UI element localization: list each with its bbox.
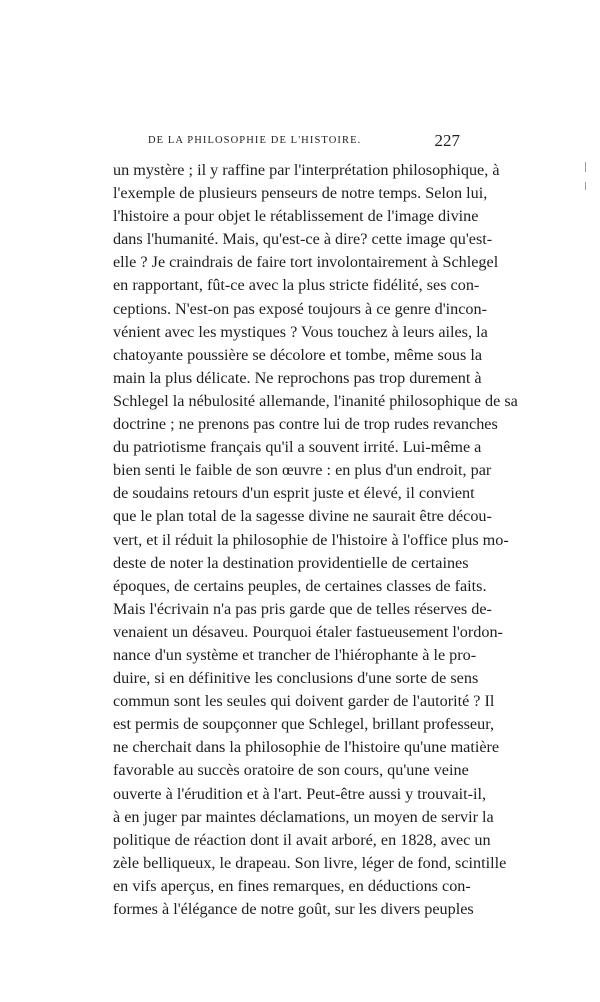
text-line: l'histoire a pour objet le rétablissement de l'image divine <box>113 207 479 226</box>
text-line: vénient avec les mystiques ? Vous touchez à leurs ailes, la <box>113 322 488 341</box>
text-line: Mais l'écrivain n'a pas pris garde que de telles réserves de- <box>113 599 492 618</box>
text-line: nance d'un système et trancher de l'hiérophante à le pro- <box>113 645 477 664</box>
body-text <box>113 159 518 921</box>
text-line: de soudains retours d'un esprit juste et élevé, il convient <box>113 484 475 503</box>
margin-mark <box>585 182 586 190</box>
text-line: ouverte à l'érudition et à l'art. Peut-être aussi y trouvait-il, <box>113 784 487 803</box>
text-line: formes à l'élégance de notre goût, sur les divers peuples <box>113 900 474 918</box>
text-line: duire, si en définitive les conclusions d'une sorte de sens <box>113 669 479 688</box>
text-line: ceptions. N'est-on pas exposé toujours à ce genre d'incon- <box>113 299 487 318</box>
text-line: zèle belliqueux, le drapeau. Son livre, léger de fond, scintille <box>113 853 507 872</box>
margin-mark <box>585 162 586 172</box>
text-line: politique de réaction dont il avait arboré, en 1828, avec un <box>113 830 491 849</box>
text-line: époques, de certains peuples, de certaines classes de faits. <box>113 576 487 595</box>
text-line: elle ? Je craindrais de faire tort involontairement à Schlegel <box>113 253 499 272</box>
text-line: dans l'humanité. Mais, qu'est-ce à dire? cette image qu'est- <box>113 230 493 249</box>
text-line: chatoyante poussière se décolore et tombe, même sous la <box>113 345 483 364</box>
running-title: DE LA PHILOSOPHIE DE L'HISTOIRE. <box>148 135 362 146</box>
text-line: main la plus délicate. Ne reprochons pas trop durement à <box>113 368 482 387</box>
text-line: en vifs aperçus, en fines remarques, en déductions con- <box>113 876 471 895</box>
text-line: doctrine ; ne prenons pas contre lui de trop rudes revanches <box>113 415 498 434</box>
text-line: commun sont les seules qui doivent garder de l'autorité ? Il <box>113 692 495 711</box>
text-line: favorable au succès oratoire de son cours, qu'une veine <box>113 761 469 780</box>
text-line: en rapportant, fût-ce avec la plus stricte fidélité, ses con- <box>113 276 480 295</box>
page-number: 227 <box>434 131 460 150</box>
text-line: bien senti le faible de son œuvre : en plus d'un endroit, par <box>113 461 492 480</box>
text-line: venaient un désaveu. Pourquoi étaler fastueusement l'ordon- <box>113 622 503 641</box>
running-header <box>148 131 460 151</box>
text-line: un mystère ; il y raffine par l'interprétation philosophique, à <box>113 161 500 179</box>
text-line: du patriotisme français qu'il a souvent irrité. Lui-même a <box>113 438 482 457</box>
text-line: à en juger par maintes déclamations, un moyen de servir la <box>113 807 494 826</box>
text-line: ne cherchait dans la philosophie de l'histoire qu'une matière <box>113 738 500 757</box>
text-line: que le plan total de la sagesse divine ne saurait être décou- <box>113 507 492 526</box>
text-line: l'exemple de plusieurs penseurs de notre temps. Selon lui, <box>113 184 488 203</box>
text-line: vert, et il réduit la philosophie de l'histoire à l'office plus mo- <box>113 530 509 549</box>
text-line: deste de noter la destination providentielle de certaines <box>113 553 469 572</box>
text-line: Schlegel la nébulosité allemande, l'inanité philosophique de sa <box>113 391 518 410</box>
text-line: est permis de soupçonner que Schlegel, brillant professeur, <box>113 715 494 734</box>
